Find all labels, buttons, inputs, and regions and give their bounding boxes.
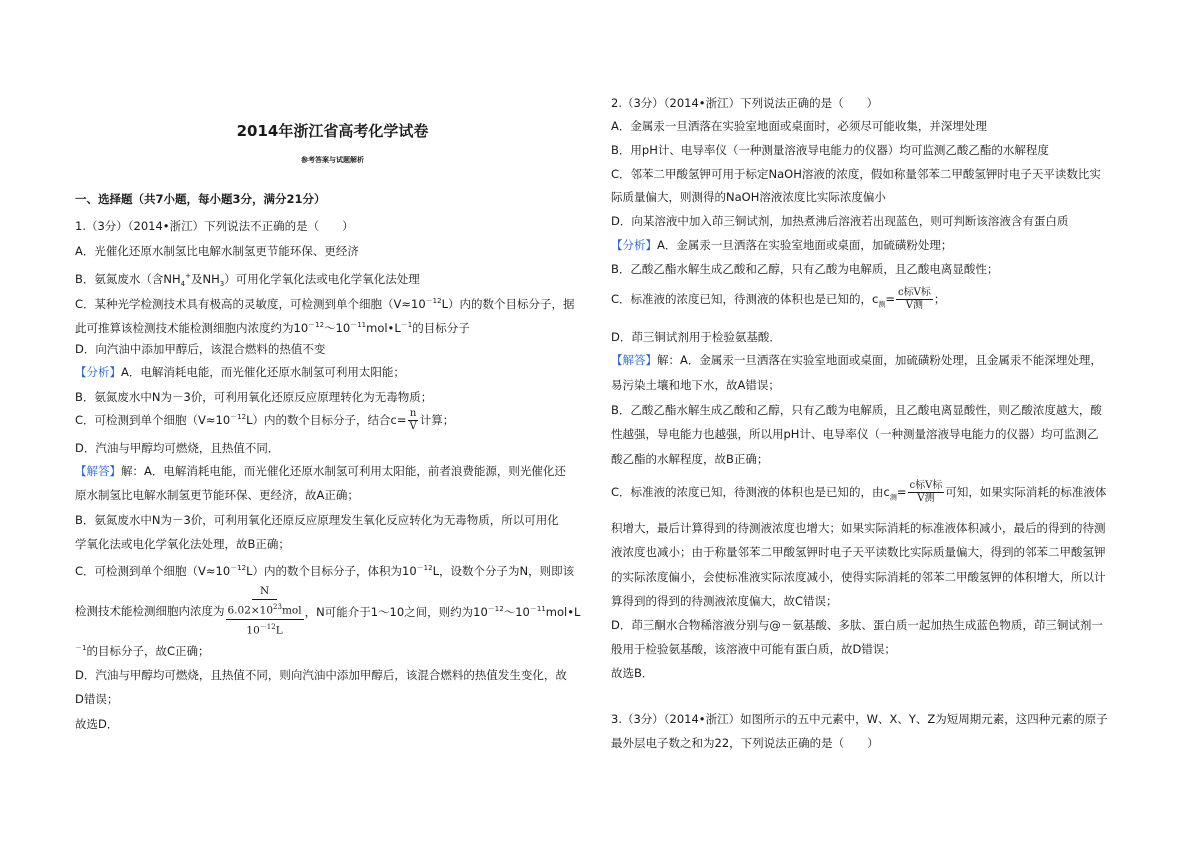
q2-answer-b-line3: 酸乙酯的水解程度，故B正确； <box>611 452 769 466</box>
q1-analysis-d: D．汽油与甲醇均可燃烧，且热值不同． <box>75 441 280 455</box>
titration-fraction: $\frac{\text{c标V标}}{\text{V测}}$ <box>909 480 943 504</box>
q3-stem-line2: 最外层电子数之和为22，下列说法正确的是（ ） <box>611 736 879 750</box>
q2-option-a: A．金属汞一旦洒落在实验室地面或桌面时，必须尽可能收集，并深埋处理 <box>611 119 987 133</box>
q1-option-c-line2: 此可推算该检测技术能检测细胞内浓度约为$10^{-12}\sim 10^{-11}mol•L^{-1}$的目标分子 <box>75 320 470 335</box>
titration-fraction: $\frac{\text{c标V标}}{\text{V测}}$ <box>898 287 931 311</box>
q1-conclusion: 故选D． <box>75 717 119 731</box>
document-subtitle: 参考答案与试题解析 <box>301 156 364 164</box>
q2-answer-b-line1: B．乙酸乙酯水解生成乙酸和乙醇，只有乙酸为电解质，且乙酸电离显酸性，则乙酸浓度越大，酸 <box>611 403 1102 417</box>
n-over-v-fraction: $\frac{n}{V}$ <box>409 408 417 432</box>
q2-answer-a-line1: 【解答】解：A．金属汞一旦洒落在实验室地面或桌面，加硫磺粉处理，且金属汞不能深埋处理， <box>611 353 1102 367</box>
q2-analysis-b: B．乙酸乙酯水解生成乙酸和乙醇，只有乙酸为电解质，且乙酸电离显酸性； <box>611 262 999 276</box>
q1-answer-a-line1: 【解答】解：A．电解消耗电能，而光催化还原水制氢可利用太阳能，前者浪费能源，则光催化还 <box>75 464 566 478</box>
q2-answer-d-line2: 般用于检验氨基酸，该溶液中可能有蛋白质，故D错误； <box>611 642 896 656</box>
q3-stem-line1: 3.（3分）（2014•浙江）如图所示的五中元素中，W、X、Y、Z为短周期元素，这四种元素的原子 <box>611 712 1108 726</box>
q1-option-b: B．氨氮废水（含$NH_4^+$及$NH_3$）可用化学氧化法或电化学氧化法处理 <box>75 271 420 289</box>
q2-answer-c-line2: 积增大，最后计算得到的待测液浓度也增大；如果实际消耗的标准液体积减小，最后的得到的待测 <box>611 521 1106 535</box>
q2-stem: 2.（3分）（2014•浙江）下列说法正确的是（ ） <box>611 96 879 110</box>
q1-answer-b-line2: 学氧化法或电化学氧化法处理，故B正确； <box>75 537 290 551</box>
section-heading: 一、选择题（共7小题，每小题3分，满分21分） <box>75 192 326 206</box>
q1-analysis-b: B．氨氮废水中N为－3价，可利用氧化还原反应原理转化为无毒物质； <box>75 390 433 404</box>
q2-answer-c-line3: 液浓度也减小；由于称量邻苯二甲酸氢钾时电子天平读数比实际质量偏大，得到的邻苯二甲酸氢钾 <box>611 545 1106 559</box>
q2-answer-a-line2: 易污染土壤和地下水，故A错误； <box>611 378 780 392</box>
q1-option-d: D．向汽油中添加甲醇后，该混合燃料的热值不变 <box>75 342 326 356</box>
q1-stem: 1.（3分）（2014•浙江）下列说法不正确的是（ ） <box>75 219 354 233</box>
q2-conclusion: 故选B． <box>611 666 654 680</box>
answer-tag: 【解答】 <box>75 464 121 478</box>
concentration-fraction: N $6.02\times 10^{23}mol$ $10^{-12}L$ <box>227 585 302 636</box>
q2-answer-c-line5: 算得到的得到的待测液浓度偏大，故C错误； <box>611 594 838 608</box>
q2-option-b: B．用pH计、电导率仪（一种测量溶液导电能力的仪器）均可监测乙酸乙酯的水解程度 <box>611 143 1049 157</box>
analysis-tag: 【分析】 <box>75 365 121 379</box>
q1-answer-d-line2: D错误； <box>75 692 119 706</box>
q2-analysis-c: C．标准液的浓度已知，待测液的体积也是已知的，$c_测=$ $\frac{\text{c标V标}}{\text{V测}}$ ； <box>611 287 946 311</box>
q1-analysis-a: 【分析】A．电解消耗电能，而光催化还原水制氢可利用太阳能； <box>75 365 405 379</box>
answer-tag: 【解答】 <box>611 353 657 367</box>
q1-answer-c-line2: 检测技术能检测细胞内浓度为 N $6.02\times 10^{23}mol$ $10^{-12}L$ ，N可能介于1～10之间，则约为$10^{-12}\sim 10^{-11}mol•L$ <box>75 585 581 636</box>
q1-analysis-c: C．可检测到单个细胞$(V\approx 10^{-12}L)$内的数个目标分子，结合c= $\frac{n}{V}$ 计算； <box>75 408 455 432</box>
analysis-tag: 【分析】 <box>611 238 657 252</box>
q2-answer-b-line2: 性越强，导电能力也越强，所以用pH计、电导率仪（一种测量溶液导电能力的仪器）均可监测乙 <box>611 427 1099 441</box>
document-title: 2014年浙江省高考化学试卷 <box>236 122 429 140</box>
q2-analysis-d: D．茚三铜试剂用于检验氨基酸． <box>611 330 781 344</box>
q1-option-a: A．光催化还原水制氢比电解水制氢更节能环保、更经济 <box>75 244 359 258</box>
q2-option-c-line2: 际质量偏大，则测得的NaOH溶液浓度比实际浓度偏小 <box>611 190 886 204</box>
q1-answer-b-line1: B．氨氮废水中N为－3价，可利用氧化还原反应原理发生氧化反应转化为无毒物质，所以可用化 <box>75 513 559 527</box>
q2-analysis-a: 【分析】A．金属汞一旦洒落在实验室地面或桌面，加硫磺粉处理； <box>611 238 953 252</box>
q2-answer-c-line1: C．标准液的浓度已知，待测液的体积也是已知的，由$c_测=$ $\frac{\text{c标V标}}{\text{V测}}$ 可知，如果实际消耗的标准液体 <box>611 480 1107 504</box>
q1-answer-c-line1: C．可检测到单个细胞$(V\approx 10^{-12}L)$内的数个目标分子，体积为$10^{-12}L$，设数个分子为N，则即该 <box>75 563 575 578</box>
q2-option-d: D．向某溶液中加入茚三铜试剂，加热煮沸后溶液若出现蓝色，则可判断该溶液含有蛋白质 <box>611 214 1069 228</box>
q1-answer-d-line1: D．汽油与甲醇均可燃烧，且热值不同，则向汽油中添加甲醇后，该混合燃料的热值发生变化，故 <box>75 668 567 682</box>
q2-option-c-line1: C．邻苯二甲酸氢钾可用于标定NaOH溶液的浓度，假如称量邻苯二甲酸氢钾时电子天平读数比实 <box>611 167 1101 181</box>
q2-answer-c-line4: 的实际浓度偏小，会使标准液实际浓度减小，使得实际消耗的邻苯二甲酸氢钾的体积增大，所以计 <box>611 570 1106 584</box>
q1-answer-a-line2: 原水制氢比电解水制氢更节能环保、更经济，故A正确； <box>75 488 359 502</box>
q1-answer-c-line3: $^{-1}$的目标分子，故C正确； <box>75 643 210 658</box>
q2-answer-d-line1: D．茚三酮水合物稀溶液分别与@－氨基酸、多肽、蛋白质一起加热生成蓝色物质，茚三铜试剂一 <box>611 618 1103 632</box>
q1-option-c-line1: C．某种光学检测技术具有极高的灵敏度，可检测到单个细胞$(V\approx 10^{-12}L)$内的数个目标分子，据 <box>75 296 575 311</box>
